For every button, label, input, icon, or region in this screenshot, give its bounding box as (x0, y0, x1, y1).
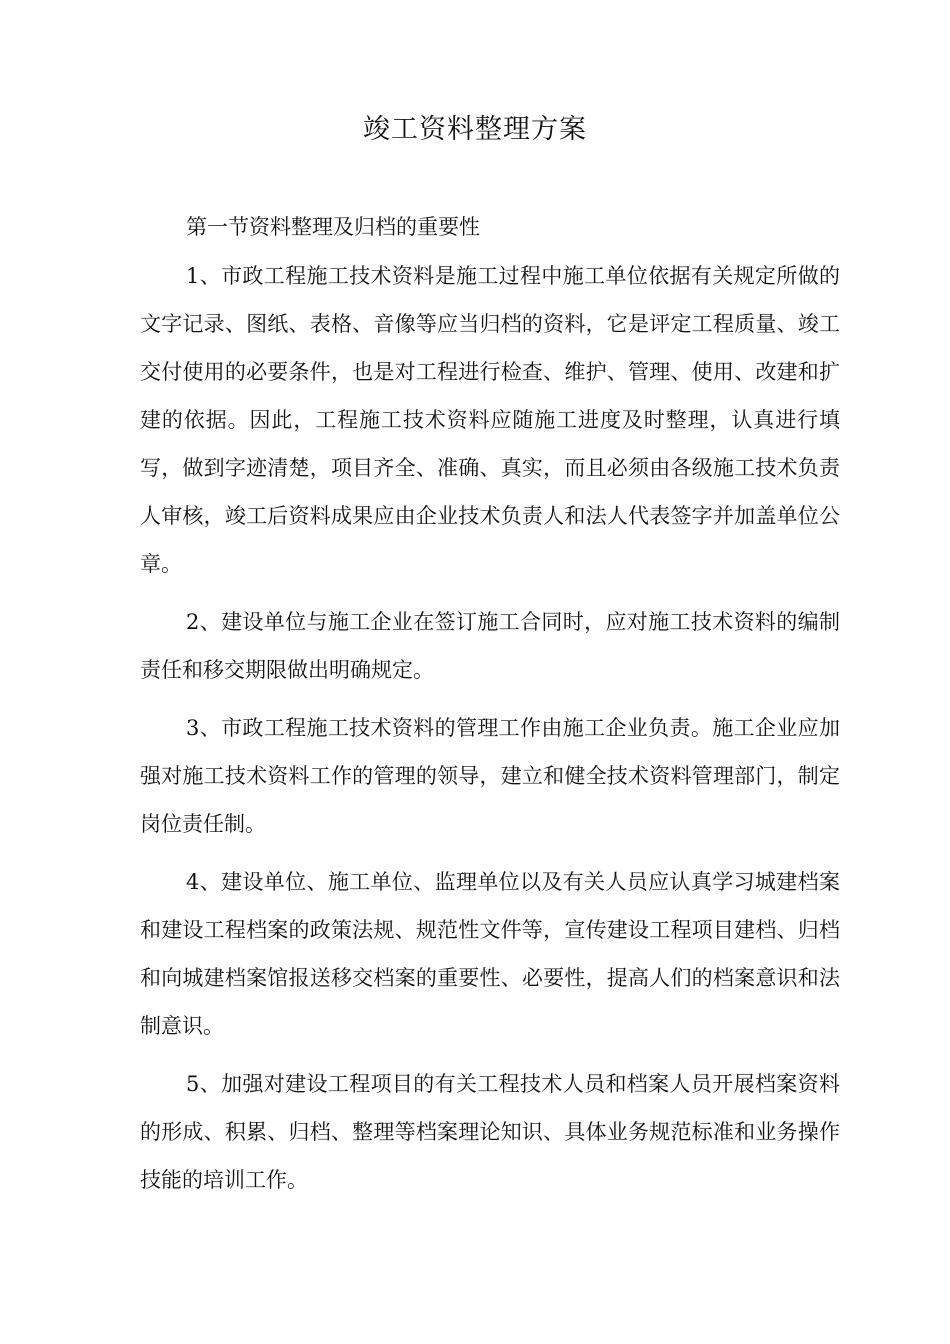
document-title: 竣工资料整理方案 (363, 114, 587, 145)
paragraph-3: 3、市政工程施工技术资料的管理工作由施工企业负责。施工企业应加强对施工技术资料工作的管理的领导，建立和健全技术资料管理部门，制定岗位责任制。 (140, 716, 840, 836)
section-heading: 第一节资料整理及归档的重要性 (186, 215, 480, 239)
paragraph-2: 2、建设单位与施工企业在签订施工合同时，应对施工技术资料的编制责任和移交期限做出明确规定。 (140, 610, 840, 682)
paragraph-1: 1、市政工程施工技术资料是施工过程中施工单位依据有关规定所做的文字记录、图纸、表格、音像等应当归档的资料，它是评定工程质量、竣工交付使用的必要条件，也是对工程进行检查、维护、管理、使用、改建和扩建的依据。因此，工程施工技术资料应随施工进度及时整理，认真进行填写，做到字迹清楚，项目齐全、准确、真实，而且必须由各级施工技术负责人审核，竣工后资料成果应由企业技术负责人和法人代表签字并加盖单位公章。 (140, 264, 840, 576)
document-body (140, 252, 840, 1214)
paragraph-5: 5、加强对建设工程项目的有关工程技术人员和档案人员开展档案资料的形成、积累、归档、整理等档案理论知识、具体业务规范标准和业务操作技能的培训工作。 (140, 1072, 840, 1192)
paragraph-4: 4、建设单位、施工单位、监理单位以及有关人员应认真学习城建档案和建设工程档案的政策法规、规范性文件等，宣传建设工程项目建档、归档和向城建档案馆报送移交档案的重要性、必要性，提高人们的档案意识和法制意识。 (140, 870, 840, 1038)
